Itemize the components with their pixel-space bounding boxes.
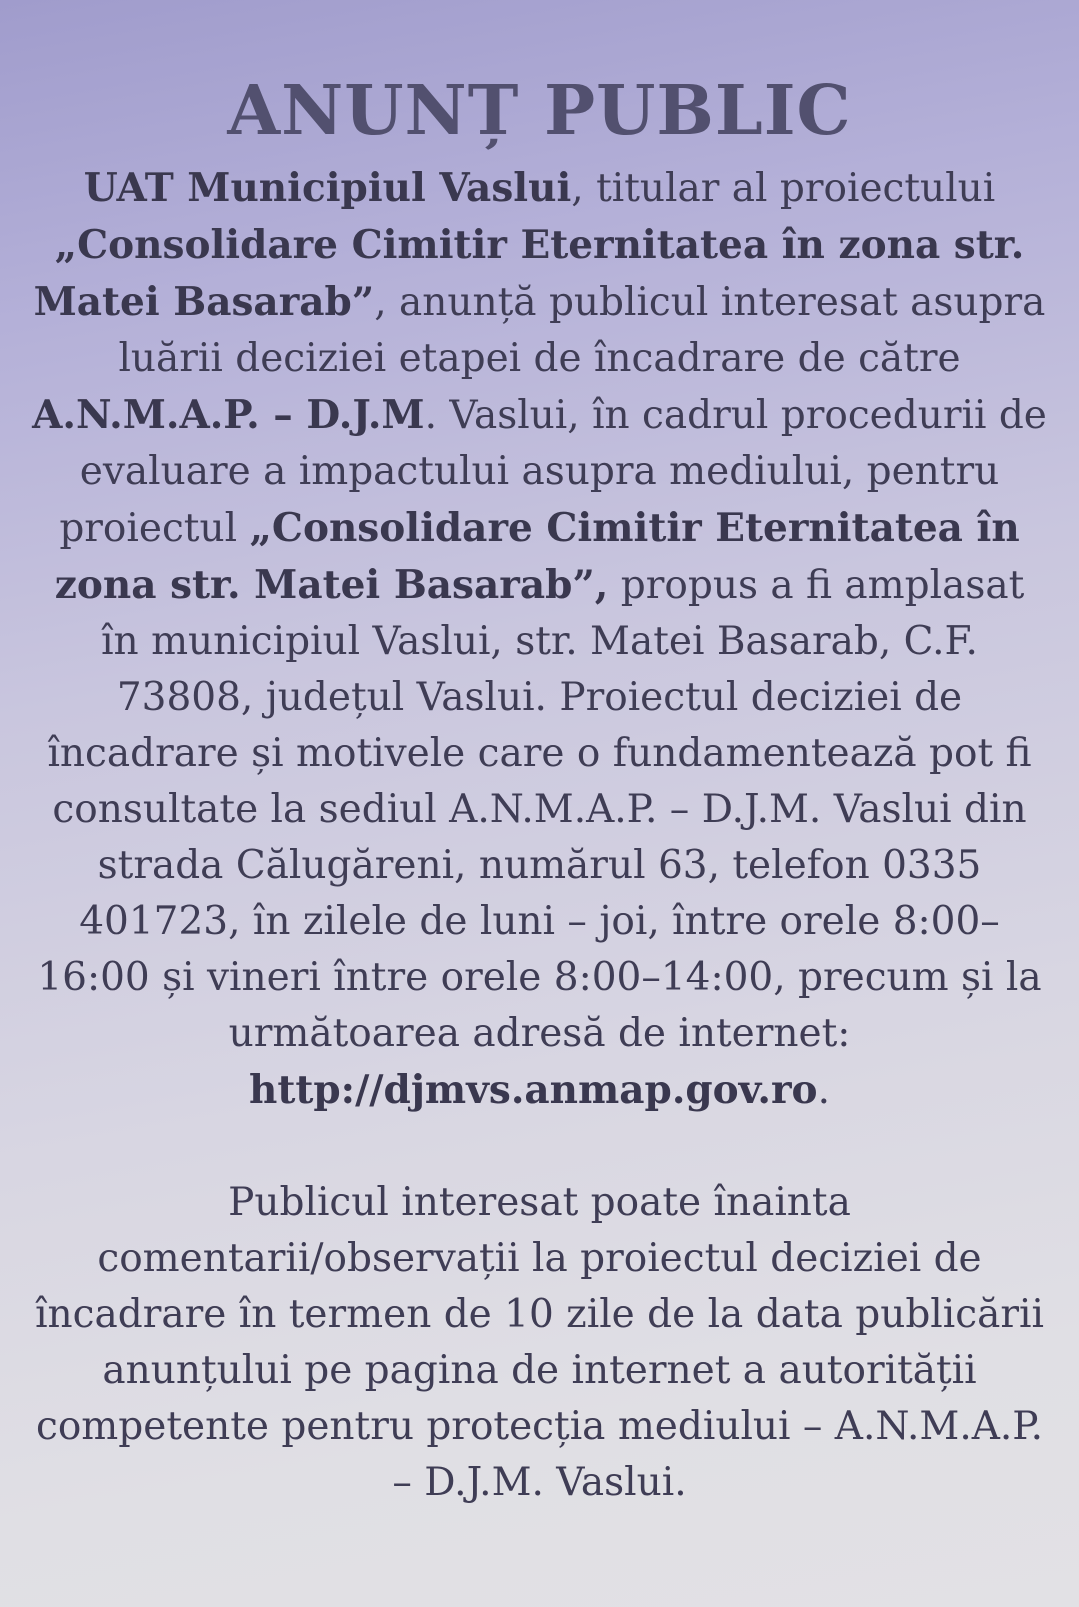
- notice-paragraph-2: Publicul interesat poate înainta comentarii/observații la proiectul deciziei de încadrare în termen de 10 zile de la data publicării anunțului pe pagina de internet a autorității competente pentru protecția mediului – A.N.M.A.P. – D.J.M. Vaslui.: [35, 1180, 1044, 1505]
- project-name: „Consolidare Cimitir Eternitatea în zona str. Matei Basarab”: [33, 222, 1025, 325]
- applicant-name: UAT Municipiul Vaslui: [83, 165, 572, 211]
- text-segment: . Vaslui, în cadrul procedurii de evaluare a impactului asupra mediului, pentru proiectul: [59, 393, 1047, 551]
- notice-title: ANUNȚ PUBLIC: [227, 71, 852, 151]
- text-segment: propus a fi amplasat în municipiul Vaslui, str. Matei Basarab, C.F. 73808, județul Vaslui. Proiectul deciziei de încadrare și motivele care o fundamentează pot fi consultate la sediul A.N.M.A.P. – D.J.M. Vaslui din strada Călugăreni, numărul 63, telefon 0335 401723, în zilele de luni – joi, între orele 8:00–16:00 și vineri între orele 8:00–14:00, precum și la următoarea adresă de internet:: [37, 563, 1042, 1056]
- text-segment: , anunță publicul interesat asupra luării deciziei etapei de încadrare de către: [118, 280, 1046, 381]
- text-segment: .: [817, 1068, 830, 1113]
- text-segment: , titular al proiectului: [571, 166, 996, 211]
- notice-paragraph-1: [30, 160, 1049, 1119]
- authority-name: A.N.M.A.P. – D.J.M: [32, 392, 425, 438]
- website-url[interactable]: http://djmvs.anmap.gov.ro: [249, 1067, 818, 1113]
- paragraph-spacer: [30, 1119, 1049, 1175]
- project-name-repeat: „Consolidare Cimitir Eternitatea în zona str. Matei Basarab”,: [54, 505, 1020, 608]
